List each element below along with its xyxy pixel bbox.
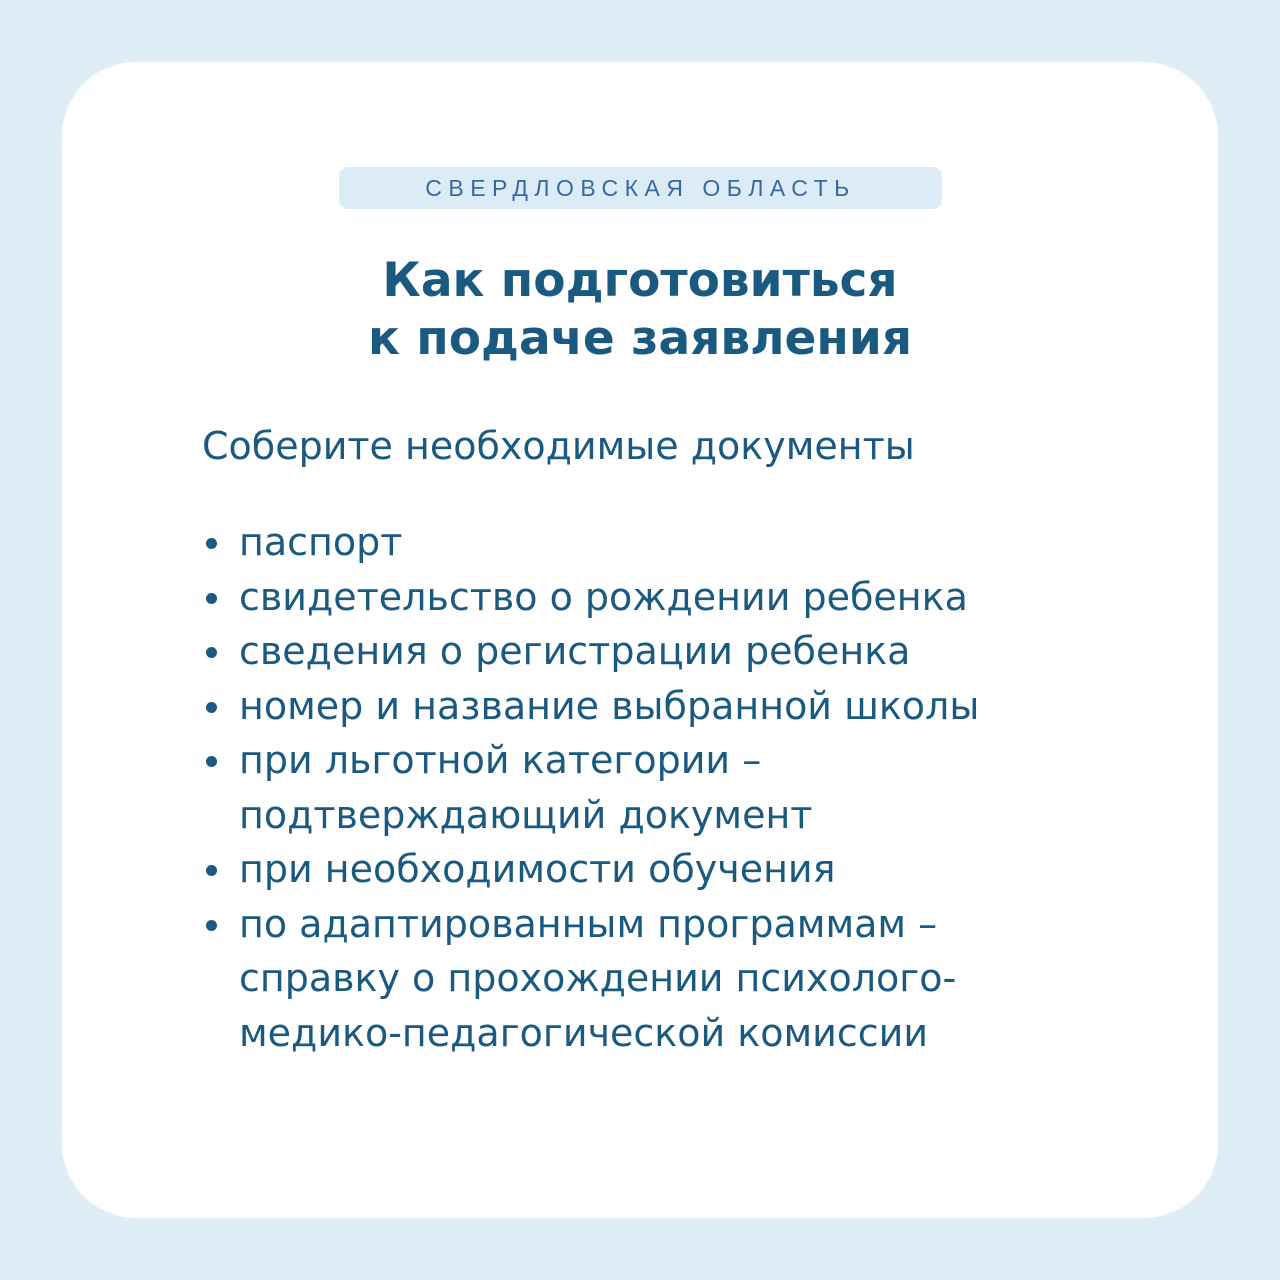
list-item-text-continued: подтверждающий документ bbox=[239, 792, 813, 837]
list-item-text: сведения о регистрации ребенка bbox=[239, 629, 911, 673]
list-item-text: паспорт bbox=[239, 520, 403, 564]
title-line-1: Как подготовиться bbox=[382, 253, 898, 308]
list-item bbox=[202, 624, 979, 679]
bullet-icon bbox=[206, 593, 217, 604]
bullet-icon bbox=[206, 702, 217, 713]
list-item bbox=[202, 733, 979, 842]
list-item-text-continued: медико-педагогической комиссии bbox=[239, 1010, 929, 1055]
page-title bbox=[62, 252, 1218, 368]
title-line-2: к подаче заявления bbox=[367, 311, 913, 366]
bullet-icon bbox=[206, 756, 217, 767]
bullet-icon bbox=[206, 920, 217, 931]
bullet-icon bbox=[206, 538, 217, 549]
bullet-icon bbox=[206, 865, 217, 876]
subtitle: Соберите необходимые документы bbox=[202, 424, 915, 468]
list-item-text: при льготной категории – bbox=[239, 738, 762, 782]
list-item bbox=[202, 679, 979, 734]
list-item-text: свидетельство о рождении ребенка bbox=[239, 574, 968, 619]
list-item-text: номер и название выбранной школы bbox=[239, 683, 980, 728]
list-item-text: по адаптированным программам – bbox=[239, 901, 938, 946]
list-item bbox=[202, 570, 979, 625]
list-item bbox=[202, 842, 979, 897]
list-item bbox=[202, 515, 979, 570]
region-label: СВЕРДЛОВСКАЯ ОБЛАСТЬ bbox=[425, 174, 856, 201]
list-item-text-continued: справку о прохождении психолого- bbox=[239, 956, 957, 1000]
info-card bbox=[62, 62, 1218, 1218]
documents-list bbox=[202, 515, 979, 1060]
bullet-icon bbox=[206, 647, 217, 658]
list-item bbox=[202, 897, 979, 1061]
list-item-text: при необходимости обучения bbox=[239, 847, 836, 891]
region-badge bbox=[339, 167, 942, 209]
